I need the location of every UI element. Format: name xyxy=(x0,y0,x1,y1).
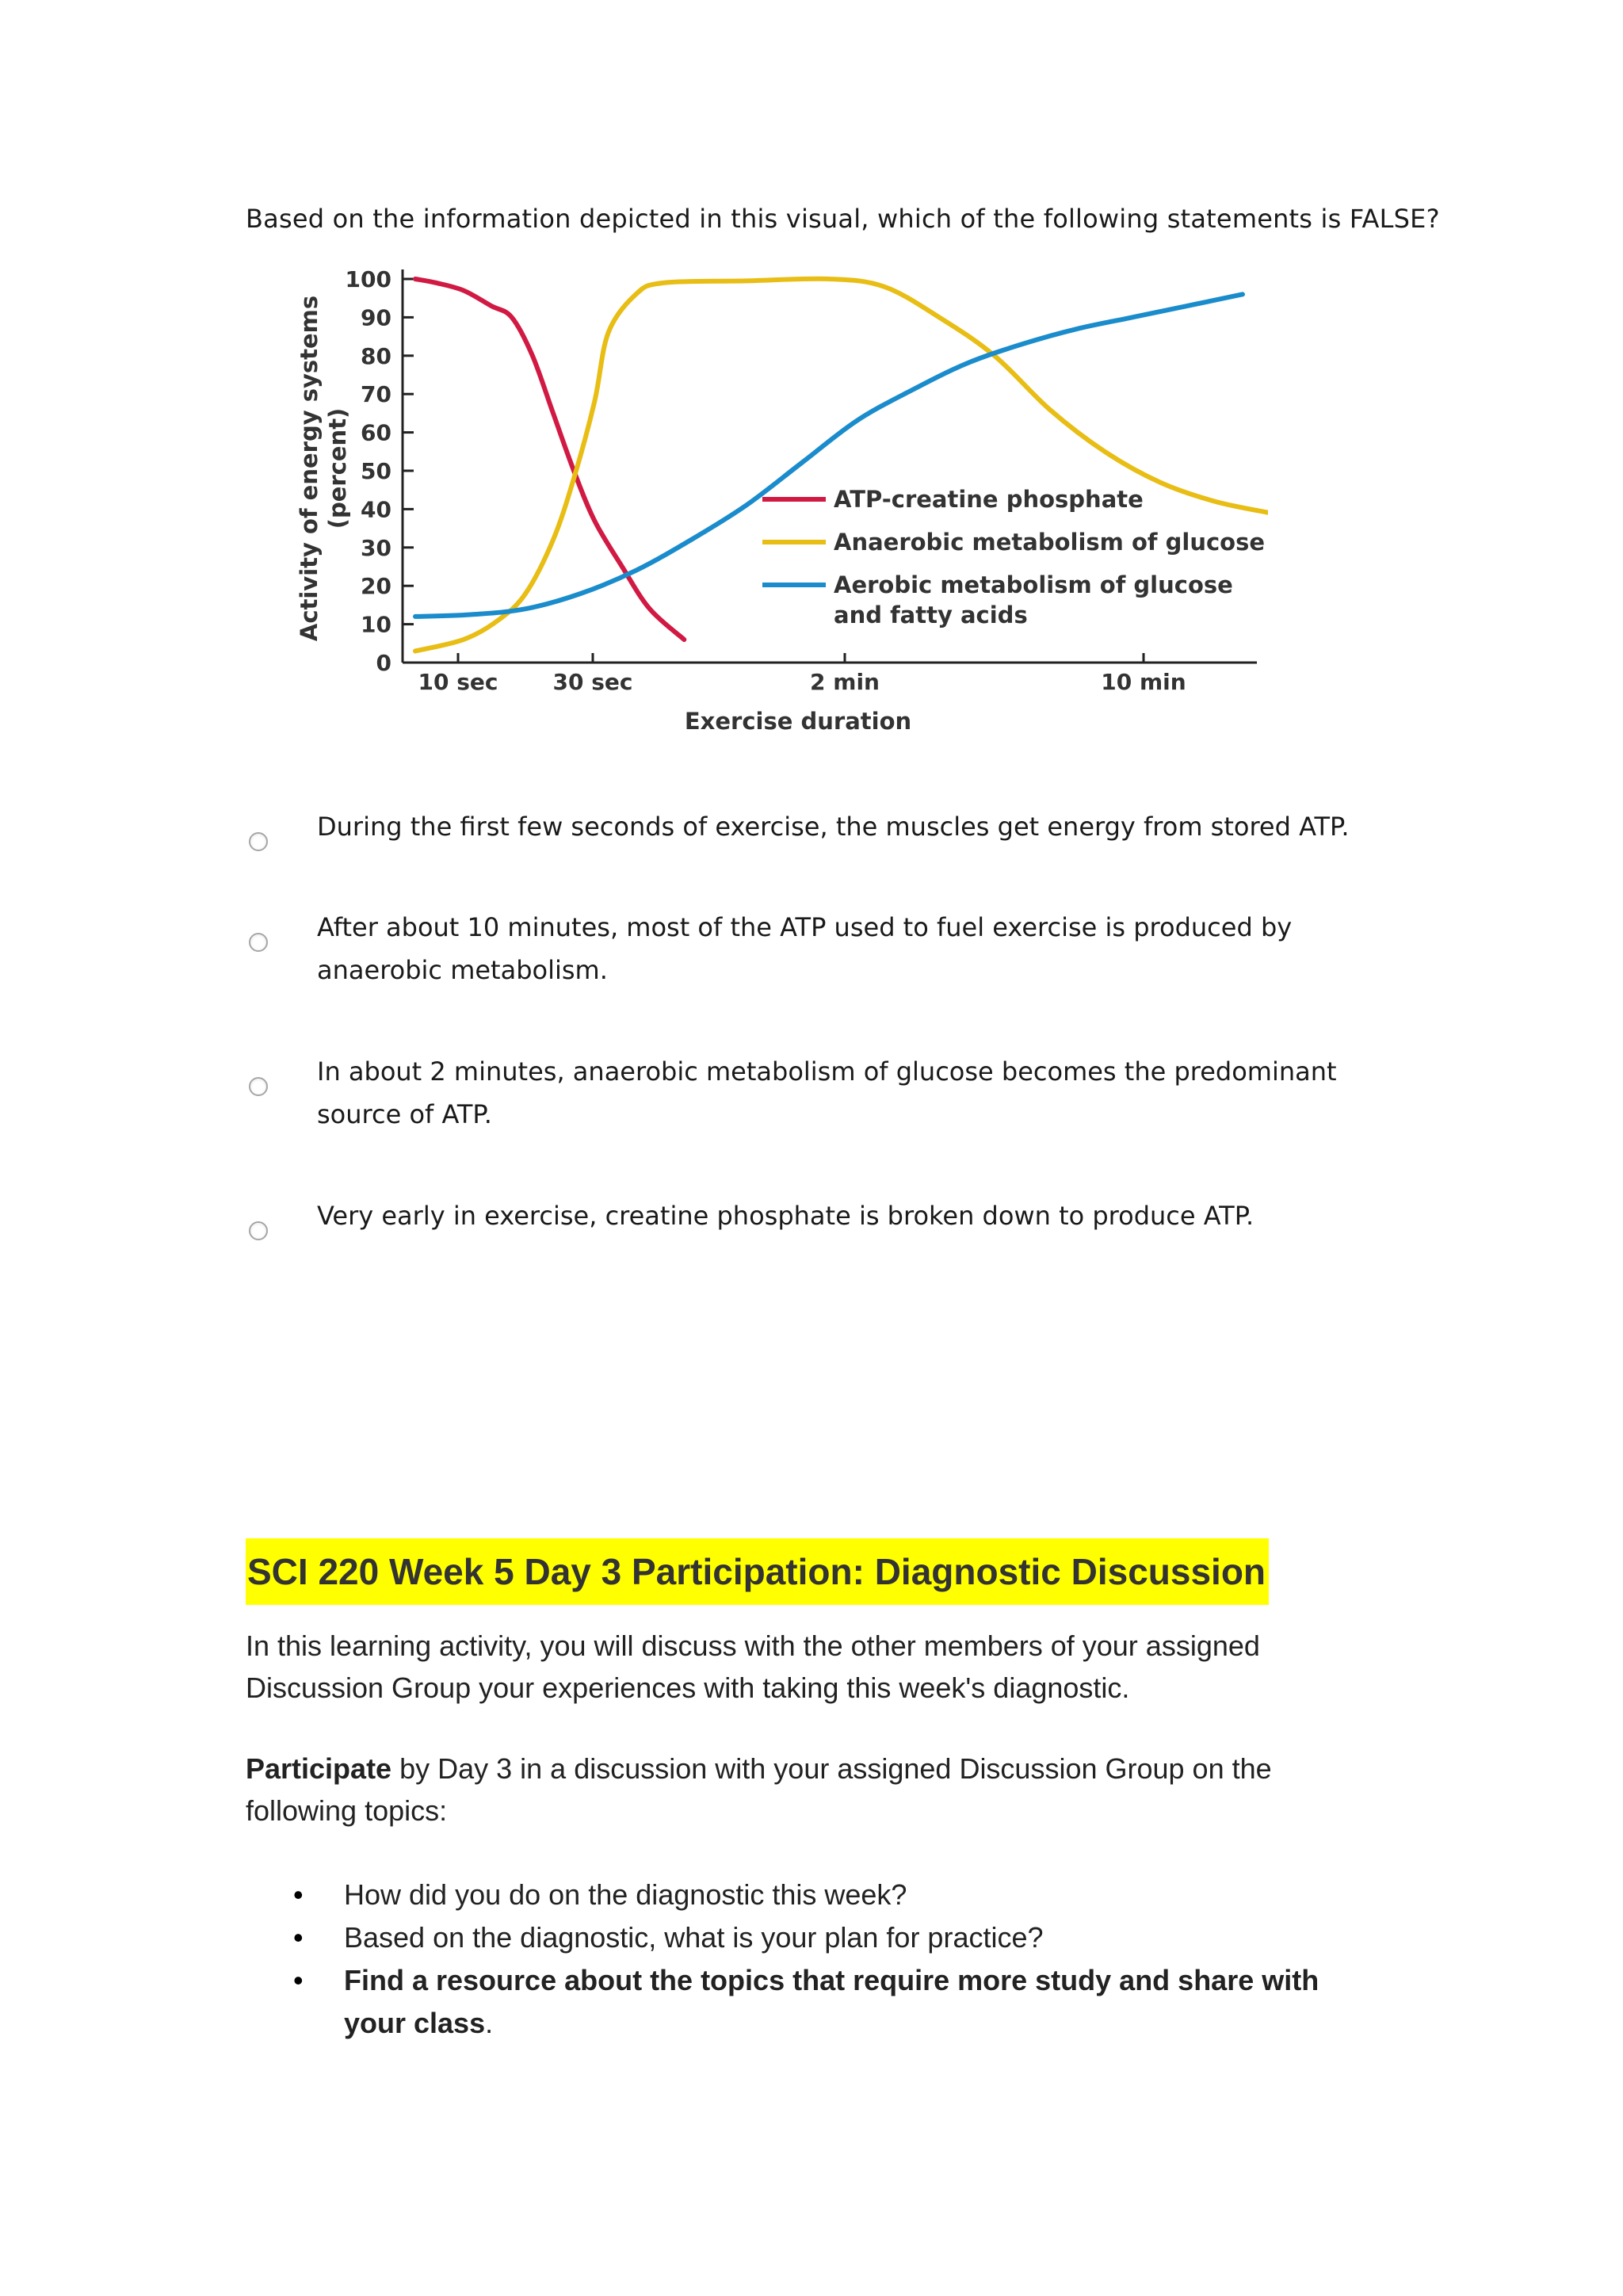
question-text: Based on the information depicted in this visual, which of the following statements is FALSE? xyxy=(246,204,1440,234)
option-text: In about 2 minutes, anaerobic metabolism of glucose becomes the predominant source of ATP. xyxy=(317,1056,1337,1129)
chart-legend xyxy=(762,486,1265,628)
legend-label: ATP-creatine phosphate xyxy=(834,486,1144,513)
topics-list xyxy=(246,1874,1387,2045)
x-axis-title: Exercise duration xyxy=(684,708,912,735)
intro-paragraph: In this learning activity, you will discuss with the other members of your assigned Discussion Group your experiences with taking this week's diagnostic. xyxy=(246,1629,1260,1704)
y-tick-label: 80 xyxy=(361,342,391,369)
radio-button[interactable] xyxy=(249,1221,268,1240)
atp-creatine-phosphate-line xyxy=(415,279,684,640)
list-item: • Based on the diagnostic, what is your plan for practice? xyxy=(246,1916,1387,1959)
legend-label: Aerobic metabolism of glucose and fatty acids xyxy=(834,571,1233,628)
radio-button[interactable] xyxy=(249,832,268,851)
y-axis-title: Activity of energy systems xyxy=(296,295,323,642)
y-tick-label: 40 xyxy=(361,496,391,523)
list-item-bold-text: Find a resource about the topics that require more study and share with your class xyxy=(344,1964,1319,2039)
participate-label: Participate xyxy=(246,1752,392,1785)
x-tick-label: 30 sec xyxy=(552,669,633,695)
y-tick-label: 20 xyxy=(361,573,391,600)
y-tick-label: 50 xyxy=(361,458,391,484)
list-item-tail: . xyxy=(485,2007,494,2039)
radio-button[interactable] xyxy=(249,1077,268,1096)
x-tick-label: 10 sec xyxy=(418,669,498,695)
section-heading-highlight xyxy=(246,1538,1269,1605)
y-tick-label: 100 xyxy=(345,266,391,292)
y-axis-title-unit: (percent) xyxy=(324,407,351,529)
y-tick-label: 60 xyxy=(361,419,391,446)
option-text: After about 10 minutes, most of the ATP used to fuel exercise is produced by anaerobic metabolism. xyxy=(317,912,1293,985)
participate-text: by Day 3 in a discussion with your assigned Discussion Group on the following topics: xyxy=(246,1752,1272,1827)
participate-paragraph xyxy=(246,1748,1387,1832)
y-tick-label: 70 xyxy=(361,381,391,408)
option-text: During the first few seconds of exercise, the muscles get energy from stored ATP. xyxy=(317,812,1350,842)
y-tick-label: 10 xyxy=(361,611,391,638)
y-tick-label: 0 xyxy=(376,650,391,676)
energy-systems-chart xyxy=(285,254,1268,745)
option-text: Very early in exercise, creatine phosphate is broken down to produce ATP. xyxy=(317,1201,1254,1231)
section-heading: SCI 220 Week 5 Day 3 Participation: Diagnostic Discussion xyxy=(247,1551,1266,1592)
legend-label: Anaerobic metabolism of glucose xyxy=(834,529,1266,556)
list-item xyxy=(246,1959,1387,2045)
x-tick-label: 10 min xyxy=(1101,669,1186,695)
x-tick-label: 2 min xyxy=(810,669,880,695)
radio-button[interactable] xyxy=(249,933,268,952)
y-tick-label: 30 xyxy=(361,534,391,561)
y-tick-label: 90 xyxy=(361,304,391,331)
list-item: • How did you do on the diagnostic this week? xyxy=(246,1874,1387,1916)
